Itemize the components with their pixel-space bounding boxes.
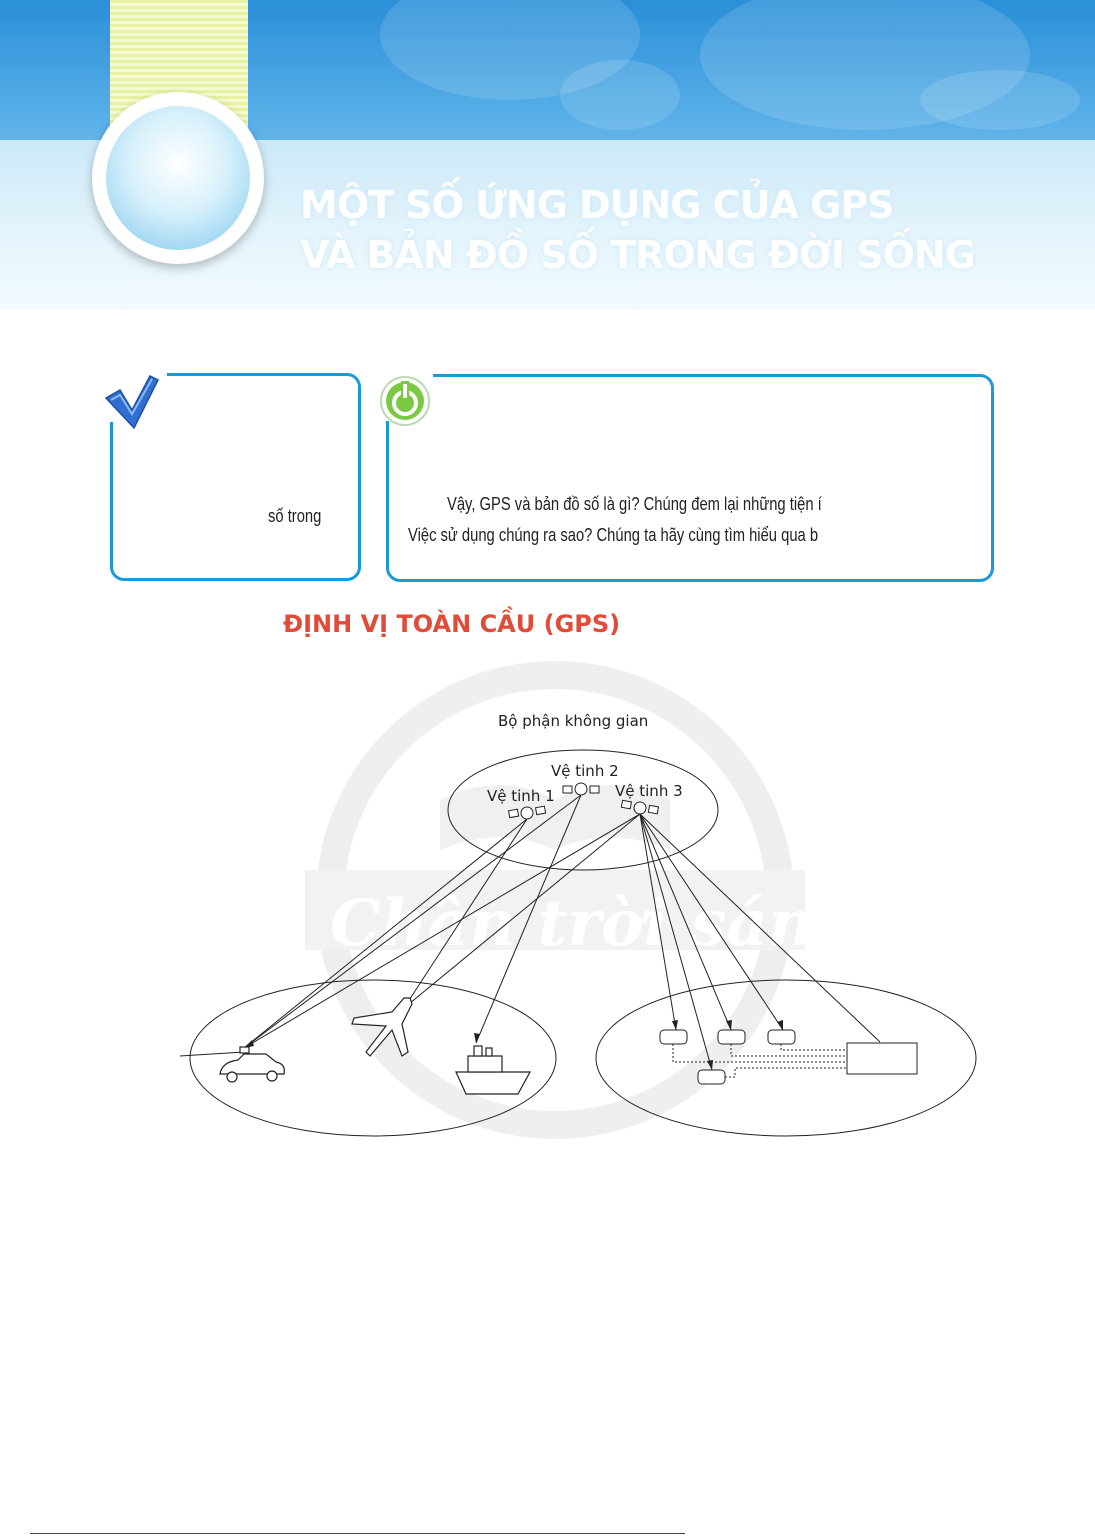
page-title-line2: VÀ BẢN ĐỒ SỐ TRONG ĐỜI SỐNG [300, 233, 975, 277]
intro-line1: Vậy, GPS và bản đồ số là gì? Chúng đem lại những tiện í [447, 494, 822, 514]
intro-line2: Việc sử dụng chúng ra sao? Chúng ta hãy cùng tìm hiểu qua b [408, 525, 819, 545]
master-control-station [847, 1043, 917, 1074]
car-icon [220, 1047, 284, 1082]
monitor-station [660, 1030, 687, 1044]
monitor-station [768, 1030, 795, 1044]
page-title-line1: MỘT SỐ ỨNG DỤNG CỦA GPS [300, 183, 894, 227]
ship-icon [456, 1046, 530, 1094]
space-segment-label: Bộ phận không gian [498, 712, 649, 730]
monitor-station [698, 1070, 725, 1084]
section-title: ĐỊNH VỊ TOÀN CẦU (GPS) [283, 610, 621, 638]
satellite3-label: Vệ tinh 3 [615, 782, 683, 800]
satellite2-icon [563, 783, 599, 795]
satellite2-label: Vệ tinh 2 [551, 762, 619, 780]
watermark-text: Chân trời sáng tạo [330, 886, 996, 961]
satellite1-label: Vệ tinh 1 [487, 787, 555, 805]
monitor-station [718, 1030, 745, 1044]
footer-rule [30, 1533, 685, 1534]
objectives-text: số trong [268, 506, 322, 526]
